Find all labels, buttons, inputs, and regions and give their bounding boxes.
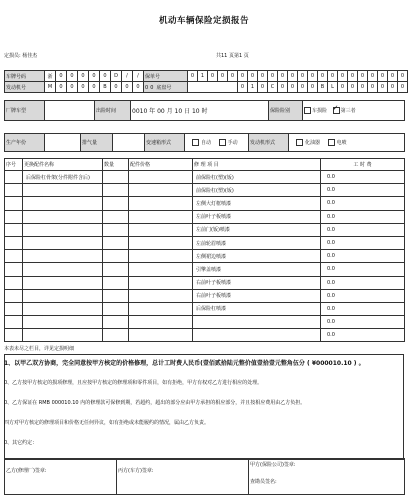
model-row bbox=[5, 101, 405, 121]
repair-item: 右前叶子板喷漆 bbox=[193, 276, 321, 289]
table-row bbox=[5, 223, 405, 236]
part-name bbox=[23, 276, 103, 289]
vin-spacer bbox=[188, 82, 238, 93]
date-value: 0010 年 00 月 10 日 10 时 bbox=[131, 101, 269, 121]
table-row bbox=[5, 250, 405, 263]
engine-efi-label: 电喷 bbox=[336, 140, 347, 146]
engine-label: 发动机号 bbox=[5, 82, 45, 93]
part-qty bbox=[103, 289, 129, 302]
labor-fee: 0.0 bbox=[321, 316, 405, 329]
note-item-5: 0、其它约定： bbox=[4, 440, 38, 446]
table-row bbox=[5, 197, 405, 210]
repair-item: 左前叶子板喷漆 bbox=[193, 210, 321, 223]
policy-digit: 0 bbox=[388, 71, 398, 82]
vin-char: 1 bbox=[248, 82, 258, 93]
policy-label: 保单号 bbox=[144, 71, 188, 82]
part-name bbox=[23, 236, 103, 249]
part-name bbox=[23, 289, 103, 302]
policy-digit: 0 bbox=[278, 71, 288, 82]
trans-manual-label: 手动 bbox=[227, 140, 238, 146]
plate-char: D bbox=[111, 71, 122, 82]
vin-char: B bbox=[318, 82, 328, 93]
repair-shop-sign-label: 乙方(修理厂)签章: bbox=[6, 468, 47, 474]
signature-row bbox=[5, 459, 405, 495]
part-qty bbox=[103, 197, 129, 210]
policy-digit: 0 bbox=[208, 71, 218, 82]
row-index bbox=[5, 171, 23, 184]
plate-row bbox=[5, 71, 408, 82]
policy-digit: 0 bbox=[268, 71, 278, 82]
policy-digit: 0 bbox=[308, 71, 318, 82]
vin-char: 0 bbox=[278, 82, 288, 93]
policy-digit: 0 bbox=[218, 71, 228, 82]
surveyor-label-text: 定损员: bbox=[4, 53, 21, 59]
part-name bbox=[23, 184, 103, 197]
part-name bbox=[23, 250, 103, 263]
repair-item: 右前叶子板喷漆 bbox=[193, 289, 321, 302]
part-price bbox=[129, 276, 193, 289]
part-price bbox=[129, 316, 193, 329]
part-qty bbox=[103, 184, 129, 197]
plate-char: 0 bbox=[67, 71, 78, 82]
policy-digit: 0 bbox=[238, 71, 248, 82]
vin-char: 0 bbox=[368, 82, 378, 93]
policy-digit: 0 bbox=[348, 71, 358, 82]
vin-char: 0 bbox=[348, 82, 358, 93]
claim-info-table bbox=[4, 100, 405, 121]
repair-item: 左前门(钣)喷漆 bbox=[193, 223, 321, 236]
vin-label bbox=[144, 82, 188, 93]
engine-char: 0 bbox=[56, 82, 67, 93]
checkbox-efi[interactable] bbox=[328, 139, 335, 146]
labor-fee: 0.0 bbox=[321, 250, 405, 263]
row-index bbox=[5, 263, 23, 276]
note-item-4: 四方对甲方核定的修理项目和价格无任何异议，如有拒绝或未能履约的情况，属由乙方负责。 bbox=[4, 420, 210, 426]
policy-digit: 0 bbox=[228, 71, 238, 82]
table-row bbox=[5, 184, 405, 197]
table-row bbox=[5, 210, 405, 223]
displacement-value bbox=[113, 134, 145, 152]
part-price bbox=[129, 210, 193, 223]
part-name bbox=[23, 302, 103, 315]
repair-item: 前保险杠(塑)(钣) bbox=[193, 171, 321, 184]
policy-digit: 0 bbox=[368, 71, 378, 82]
checkbox-vehicle-damage[interactable] bbox=[304, 107, 311, 114]
labor-fee: 0.0 bbox=[321, 184, 405, 197]
parts-table bbox=[4, 158, 405, 342]
date-label: 出险时间 bbox=[95, 101, 131, 121]
note-item-2: 0、乙方按甲方核定的损项修理，且应按甲方核定的修理项和零件项目，如有拒绝，甲方有权对乙方进行相应的处理。 bbox=[4, 380, 263, 386]
part-price bbox=[129, 329, 193, 342]
insurer-sign-label: 甲方(保险公司)签章: bbox=[250, 462, 296, 468]
checkbox-manual[interactable] bbox=[219, 139, 226, 146]
part-price bbox=[129, 223, 193, 236]
labor-fee: 0.0 bbox=[321, 276, 405, 289]
policy-digit: 0 bbox=[398, 71, 408, 82]
part-qty bbox=[103, 329, 129, 342]
policy-digit: 0 bbox=[338, 71, 348, 82]
table-row bbox=[5, 302, 405, 315]
repair-item: 左侧裙边喷漆 bbox=[193, 250, 321, 263]
vin-char: 0 bbox=[398, 82, 408, 93]
vin-char: 0 bbox=[288, 82, 298, 93]
row-index bbox=[5, 197, 23, 210]
vin-label-text: 底盘号 bbox=[156, 84, 172, 91]
row-index bbox=[5, 316, 23, 329]
vin-char: 0 bbox=[358, 82, 368, 93]
part-qty bbox=[103, 223, 129, 236]
policy-digit: 0 bbox=[188, 71, 198, 82]
checkbox-carburetor[interactable] bbox=[296, 139, 303, 146]
part-price bbox=[129, 184, 193, 197]
table-row bbox=[5, 289, 405, 302]
row-index bbox=[5, 276, 23, 289]
part-qty bbox=[103, 171, 129, 184]
engine-row bbox=[5, 82, 408, 93]
page-info: 共11 页第1 页 bbox=[216, 53, 249, 59]
policy-digit: 0 bbox=[298, 71, 308, 82]
part-price bbox=[129, 197, 193, 210]
model-value bbox=[45, 101, 95, 121]
plate-char: 0 bbox=[100, 71, 111, 82]
surveyor-sign-label: 查勘员签名: bbox=[250, 479, 277, 485]
col-price: 配件价格 bbox=[129, 159, 193, 171]
labor-fee: 0.0 bbox=[321, 197, 405, 210]
engine-carb-label: 化油器 bbox=[305, 140, 321, 146]
policy-digit: 0 bbox=[358, 71, 368, 82]
part-price bbox=[129, 250, 193, 263]
note-item-1: 1、以甲乙双方协商，完全同意按甲方核定的价格修理，总计工时费人民币(壹佰贰拾陆元整价值壹拾壹元整角伍分 ( ¥000010.10 ) 。 bbox=[4, 360, 365, 367]
part-name bbox=[23, 316, 103, 329]
vin-char: 0 bbox=[378, 82, 388, 93]
repair-item: 引擎盖喷漆 bbox=[193, 263, 321, 276]
engine-char: 0 bbox=[122, 82, 133, 93]
part-qty bbox=[103, 316, 129, 329]
vin-char: 0 bbox=[238, 82, 248, 93]
part-qty bbox=[103, 263, 129, 276]
policy-digit: 0 bbox=[258, 71, 268, 82]
part-price bbox=[129, 263, 193, 276]
report-title: 机动车辆保险定损报告 bbox=[158, 16, 249, 26]
type-options bbox=[303, 101, 405, 121]
row-index bbox=[5, 329, 23, 342]
engine-char: 0 bbox=[67, 82, 78, 93]
col-labor-fee: 工 时 费 bbox=[321, 159, 405, 171]
part-qty bbox=[103, 302, 129, 315]
col-part-name: 更换配件名称 bbox=[23, 159, 103, 171]
plate-label: 车牌号码 bbox=[5, 71, 45, 82]
vin-char: 0 bbox=[258, 82, 268, 93]
policy-digit: 0 bbox=[288, 71, 298, 82]
engine-char: 0 bbox=[111, 82, 122, 93]
type-opt2-label: 第三者 bbox=[340, 108, 356, 114]
labor-fee: 0.0 bbox=[321, 329, 405, 342]
surveyor-name: 杨佳杰 bbox=[22, 53, 38, 59]
checkbox-auto[interactable] bbox=[192, 139, 199, 146]
engine-char: B bbox=[100, 82, 111, 93]
labor-fee: 0.0 bbox=[321, 289, 405, 302]
engine-type-label: 发动机形式 bbox=[249, 134, 289, 152]
part-price bbox=[129, 236, 193, 249]
repair-item bbox=[193, 329, 321, 342]
part-name bbox=[23, 223, 103, 236]
signature-table bbox=[4, 458, 405, 495]
vehicle-info-table bbox=[4, 70, 408, 93]
labor-fee: 0.0 bbox=[321, 263, 405, 276]
col-repair-item: 修 理 项 目 bbox=[193, 159, 321, 171]
engine-char-11: 0 bbox=[150, 84, 154, 91]
vin-char: 0 bbox=[298, 82, 308, 93]
labor-fee: 0.0 bbox=[321, 210, 405, 223]
row-index bbox=[5, 250, 23, 263]
row-index bbox=[5, 302, 23, 315]
part-qty bbox=[103, 210, 129, 223]
plate-char: 0 bbox=[56, 71, 67, 82]
checkbox-third-party[interactable] bbox=[333, 107, 340, 114]
owner-sign-label: 丙方(车方)签章: bbox=[118, 468, 154, 474]
row-index bbox=[5, 210, 23, 223]
notes-section-label: 本表未尽之栏目，详见定损明细 bbox=[4, 346, 75, 352]
table-row bbox=[5, 236, 405, 249]
labor-fee: 0.0 bbox=[321, 236, 405, 249]
policy-digit: 0 bbox=[248, 71, 258, 82]
policy-digit: 0 bbox=[318, 71, 328, 82]
table-row bbox=[5, 171, 405, 184]
trans-options bbox=[185, 134, 249, 152]
part-name bbox=[23, 329, 103, 342]
vin-char: 0 bbox=[338, 82, 348, 93]
part-price bbox=[129, 302, 193, 315]
plate-char: 0 bbox=[89, 71, 100, 82]
repair-item: 前保险杠(塑)(钣) bbox=[193, 184, 321, 197]
repair-item: 左前轮眉喷漆 bbox=[193, 236, 321, 249]
labor-fee: 0.0 bbox=[321, 302, 405, 315]
vin-char: C bbox=[268, 82, 278, 93]
repair-item bbox=[193, 316, 321, 329]
plate-char: / bbox=[133, 71, 144, 82]
plate-char: 0 bbox=[78, 71, 89, 82]
row-index bbox=[5, 236, 23, 249]
policy-digit: 0 bbox=[328, 71, 338, 82]
part-price bbox=[129, 289, 193, 302]
plate-char: / bbox=[122, 71, 133, 82]
engine-type-options bbox=[289, 134, 405, 152]
row-index bbox=[5, 223, 23, 236]
table-row bbox=[5, 276, 405, 289]
type-opt1-label: 车损险 bbox=[312, 108, 328, 114]
sign-vehicle-owner bbox=[117, 459, 249, 495]
type-label: 保险险别 bbox=[269, 101, 303, 121]
part-name bbox=[23, 210, 103, 223]
col-index: 序号 bbox=[5, 159, 23, 171]
part-name bbox=[23, 263, 103, 276]
engine-char: M bbox=[45, 82, 56, 93]
sign-insurer bbox=[249, 459, 405, 495]
displacement-label: 排气量 bbox=[81, 134, 113, 152]
engine-char-10: 0 bbox=[145, 84, 149, 91]
part-qty bbox=[103, 250, 129, 263]
sign-repair-shop bbox=[5, 459, 117, 495]
policy-digit: 0 bbox=[378, 71, 388, 82]
table-row bbox=[5, 316, 405, 329]
part-price bbox=[129, 171, 193, 184]
part-name: 后保险杠骨架(分件附件含后) bbox=[23, 171, 103, 184]
note-item-3: 0、乙方保证在 RMB 000010.10 内的修理款可保修到期，若超约，超出的部分应由甲方承担的相应部分，并且按相应费用由乙方负担。 bbox=[4, 400, 306, 406]
engine-char: 0 bbox=[78, 82, 89, 93]
part-qty bbox=[103, 276, 129, 289]
trans-label: 变速箱形式 bbox=[145, 134, 185, 152]
spec-table bbox=[4, 133, 405, 152]
engine-char: 0 bbox=[133, 82, 144, 93]
col-qty: 数量 bbox=[103, 159, 129, 171]
labor-fee: 0.0 bbox=[321, 171, 405, 184]
parts-header-row bbox=[5, 159, 405, 171]
parts-body bbox=[5, 171, 405, 342]
spec-row bbox=[5, 134, 405, 152]
surveyor-label bbox=[4, 52, 37, 59]
row-index bbox=[5, 184, 23, 197]
policy-digit: 1 bbox=[198, 71, 208, 82]
year-value bbox=[45, 134, 81, 152]
year-label: 生产年份 bbox=[5, 134, 45, 152]
vin-char: 0 bbox=[308, 82, 318, 93]
vin-char: 0 bbox=[388, 82, 398, 93]
table-row bbox=[5, 329, 405, 342]
row-index bbox=[5, 289, 23, 302]
model-label: 厂牌车型 bbox=[5, 101, 45, 121]
part-qty bbox=[103, 236, 129, 249]
table-row bbox=[5, 263, 405, 276]
engine-char: 0 bbox=[89, 82, 100, 93]
repair-item: 后保险杠喷漆 bbox=[193, 302, 321, 315]
repair-item: 左侧大灯框喷漆 bbox=[193, 197, 321, 210]
trans-auto-label: 自动 bbox=[201, 140, 212, 146]
plate-char: 浙 bbox=[45, 71, 56, 82]
labor-fee: 0.0 bbox=[321, 223, 405, 236]
vin-char: L bbox=[328, 82, 338, 93]
part-name bbox=[23, 197, 103, 210]
